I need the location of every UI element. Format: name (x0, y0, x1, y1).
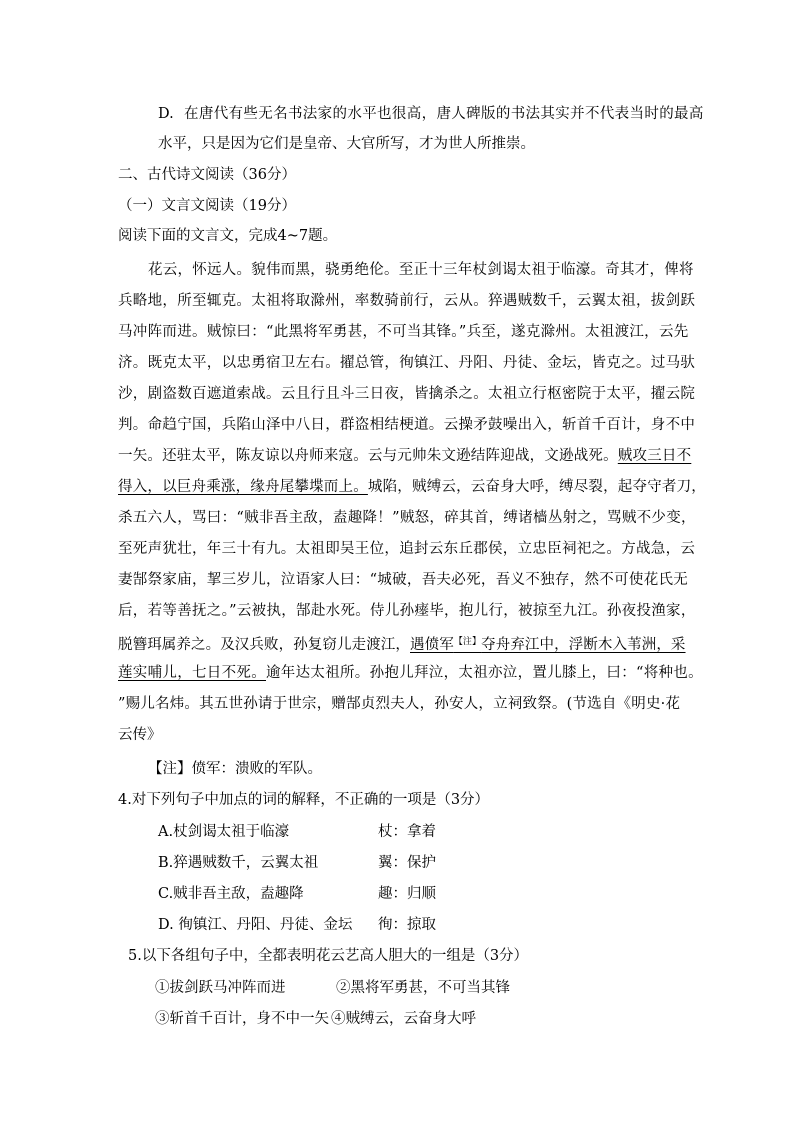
reading-instruction: 阅读下面的文言文，完成4~7题。 (118, 228, 338, 244)
passage-line (118, 477, 706, 497)
passage-line: 云传》 (118, 727, 162, 743)
passage-line: 济。既克太平，以忠勇宿卫左右。擢总管，徇镇江、丹阳、丹徒、金坛，皆克之。过马驮 (118, 355, 696, 371)
q3-option-d-line2: 水平，只是因为它们是皇帝、大官所写，才为世人所推崇。 (158, 136, 535, 152)
passage-line: 判。命趋宁国，兵陷山泽中八日，群盗相结梗道。云操矛鼓噪出入，斩首千百计，身不中 (118, 417, 696, 433)
underlined-sentence: 遇偾军$^{【注】}$夺舟弃江中，浮断木入苇洲，采 (410, 637, 686, 653)
q5-choice-4: ④贼缚云，云奋身大呼 (331, 1011, 476, 1027)
q5-choice-1: ①拔剑跃马冲阵而进 (155, 980, 286, 996)
underlined-sentence: 贼攻三日不 (617, 448, 692, 464)
passage-line: 妻郜祭家庙，挈三岁儿，泣语家人曰：“城破，吾夫必死，吾义不独存，然不可使花氏无 (118, 572, 689, 588)
q4-option-d: D. 徇镇江、丹阳、丹徒、金坛 (158, 917, 353, 933)
q5-choice-2: ②黑将军勇甚，不可当其锋 (336, 980, 510, 996)
q4-option-d-gloss: 徇：掠取 (378, 917, 436, 933)
footnote-marker: 【注】 (453, 637, 482, 647)
passage-line: 至死声犹壮，年三十有九。太祖即吴王位，追封云东丘郡侯，立忠臣祠祀之。方战急，云 (118, 541, 696, 557)
passage-text: 脱簪珥属养之。及汉兵败，孙复窃儿走渡江， (118, 637, 410, 653)
question-5-stem: 5.以下各组句子中，全都表明花云艺高人胆大的一组是（3分） (128, 948, 529, 964)
q3-option-d-line1: 在唐代有些无名书法家的水平也很高，唐人碑版的书法其实并不代表当时的最高 (184, 106, 704, 122)
passage-text: 一矢。还驻太平，陈友谅以舟师来寇。云与元帅朱文逊结阵迎战，文逊战死。 (118, 448, 618, 464)
underlined-sentence: 得入，以巨舟乘涨，缘舟尾攀堞而上。 (118, 479, 368, 495)
passage-line (118, 632, 686, 655)
q4-option-a: A.杖剑谒太祖于临濠 (158, 824, 290, 840)
subsection-title: （一）文言文阅读（19分） (118, 198, 296, 214)
passage-line: 沙，剧盗数百遮道索战。云且行且斗三日夜，皆擒杀之。太祖立行枢密院于太平，擢云院 (118, 386, 696, 402)
passage-line: 花云，怀远人。貌伟而黑，骁勇绝伦。至正十三年杖剑谒太祖于临濠。奇其才，俾将 (148, 262, 694, 278)
passage-line: 杀五六人，骂曰：“贼非吾主敌，盍趣降！”贼怒，碎其首，缚诸樯丛射之，骂贼不少变， (118, 510, 696, 526)
section-title: 二、古代诗文阅读（36分） (118, 167, 296, 183)
passage-line: ”赐儿名炜。其五世孙请于世宗，赠郜贞烈夫人，孙安人，立祠致祭。(节选自《明史·花 (118, 696, 681, 712)
q4-option-c: C.贼非吾主敌，盍趣降 (158, 886, 304, 902)
q4-option-a-gloss: 杖：拿着 (378, 824, 436, 840)
passage-text: 逾年达太祖所。孙抱儿拜泣，太祖亦泣，置儿膝上，曰：“将种也。 (266, 665, 703, 681)
q4-option-b: B.猝遇贼数千，云翼太祖 (158, 855, 319, 871)
passage-text: 城陷，贼缚云，云奋身大呼，缚尽裂，起夺守者刀， (367, 479, 707, 495)
q4-option-c-gloss: 趣：归顺 (378, 886, 436, 902)
passage-line (118, 663, 703, 683)
q4-option-b-gloss: 翼：保护 (378, 855, 436, 871)
passage-line: 后，若等善抚之。”云被执，郜赴水死。侍儿孙瘗毕，抱儿行，被掠至九江。孙夜投渔家， (118, 603, 696, 619)
passage-line (118, 446, 691, 466)
question-4-stem: 4.对下列句子中加点的词的解释，不正确的一项是（3分） (118, 792, 490, 808)
passage-line: 兵略地，所至辄克。太祖将取滁州，率数骑前行，云从。猝遇贼数千，云翼太祖，拔剑跃 (118, 293, 696, 309)
q5-choice-3: ③斩首千百计，身不中一矢 (155, 1011, 329, 1027)
passage-line: 马冲阵而进。贼惊曰：“此黑将军勇甚，不可当其锋。”兵至，遂克滁州。太祖渡江，云先 (118, 324, 689, 340)
footnote: 【注】偾军：溃败的军队。 (148, 761, 322, 777)
underlined-sentence: 莲实哺儿，七日不死。 (118, 665, 266, 681)
q3-option-d-label: D. (158, 106, 174, 122)
